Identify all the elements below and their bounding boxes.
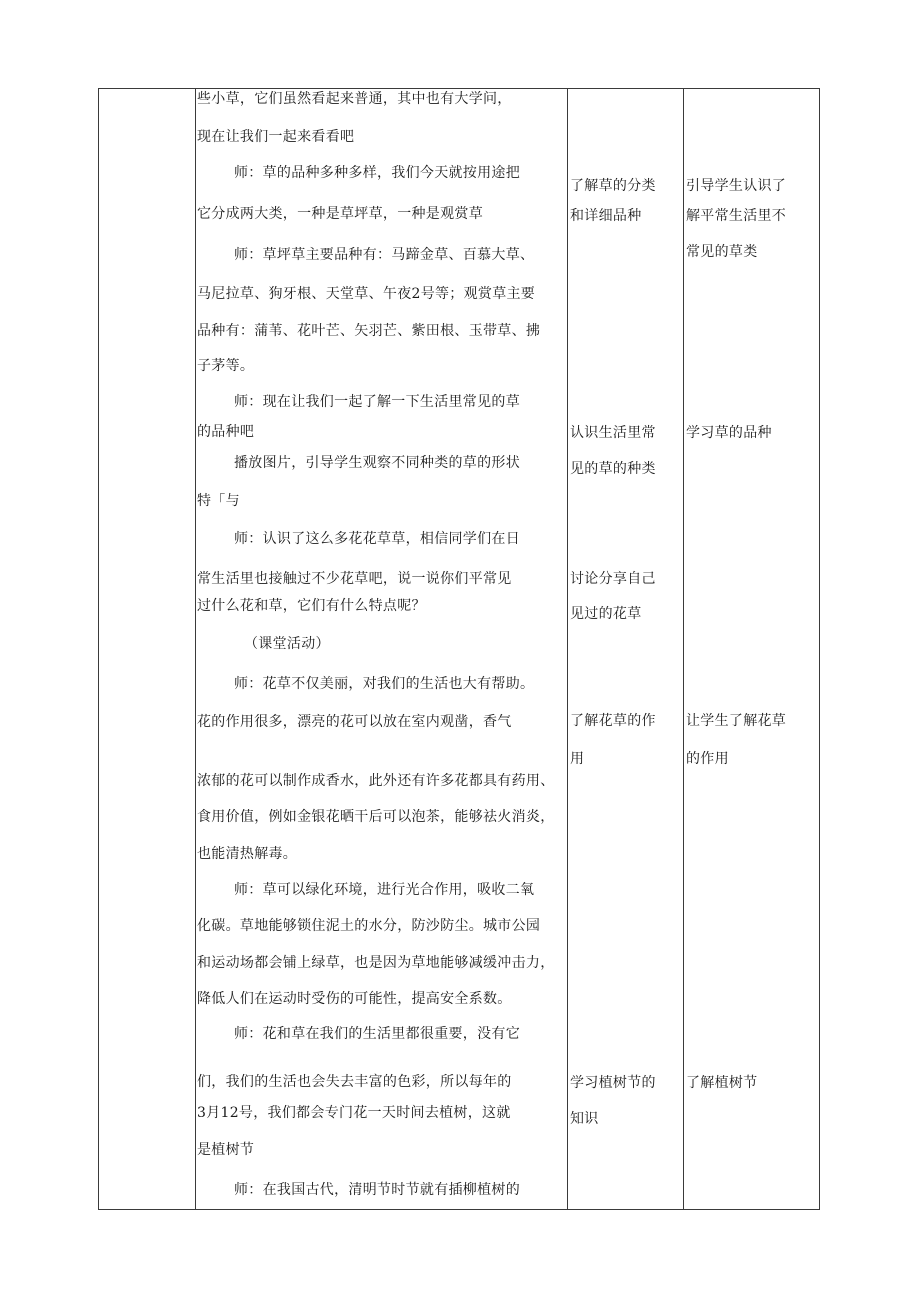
content-line: 特「与 [197,493,240,509]
content-line: 化碳。草地能够锁住泥土的水分，防沙防尘。城市公园 [197,918,541,934]
column-divider [683,89,684,1209]
student-activity-line: 见过的花草 [570,606,642,622]
content-line: 和运动场都会铺上绿草，也是因为草地能够减缓冲击力， [197,955,555,971]
content-line: 些小草，它们虽然看起来普通，其中也有大学问， [197,91,512,107]
content-line: 品种有：蒲苇、花叶芒、矢羽芒、紫田根、玉带草、拂 [197,323,541,339]
content-line: 马尼拉草、狗牙根、天堂草、午夜2号等；观赏草主要 [197,286,536,302]
content-line: 播放图片，引导学生观察不同种类的草的形状 [234,455,520,471]
content-line: 食用价值，例如金银花晒干后可以泡茶，能够祛火消炎， [197,809,555,825]
design-intent-line: 引导学生认识了 [686,178,787,194]
content-line: 常生活里也接触过不少花草吧，说一说你们平常见 [197,571,512,587]
student-activity-line: 学习植树节的 [570,1075,656,1091]
student-activity-line: 知识 [570,1111,599,1127]
content-line: 的品种吧 [197,424,255,440]
content-line: 师：花草不仅美丽，对我们的生活也大有帮助。 [234,676,535,692]
design-intent-line: 的作用 [686,751,729,767]
design-intent-line: 学习草的品种 [686,425,772,441]
design-intent-line: 常见的草类 [686,244,758,260]
content-line: 师：花和草在我们的生活里都很重要，没有它 [234,1026,520,1042]
content-line: 师：草坪草主要品种有：马蹄金草、百慕大草、 [234,247,535,263]
content-line: 花的作用很多，漂亮的花可以放在室内观凿，香气 [197,714,512,730]
content-line: 3月12号，我们都会专门花一天时间去植树，这就 [197,1105,511,1121]
content-line: 子茅等。 [197,358,255,374]
content-line: 现在让我们一起来看看吧 [197,129,355,145]
content-line: 是植树节 [197,1142,255,1158]
student-activity-line: 用 [570,751,585,767]
design-intent-line: 解平常生活里不 [686,208,787,224]
student-activity-line: 了解草的分类 [570,178,656,194]
content-line: 师：草的品种多种多样，我们今天就按用途把 [234,165,520,181]
student-activity-line: 和详细品种 [570,208,642,224]
content-line: 师：现在让我们一起了解一下生活里常见的草 [234,394,520,410]
content-line: 师：草可以绿化环境，进行光合作用，吸收二氧 [234,882,535,898]
student-activity-line: 见的草的种类 [570,461,656,477]
content-line: 师：在我国古代，清明节时节就有插柳植树的 [234,1182,520,1198]
column-divider [195,89,196,1209]
design-intent-line: 让学生了解花草 [686,713,787,729]
content-line: 它分成两大类，一种是草坪草，一种是观赏草 [197,206,483,222]
content-line: （课堂活动） [244,636,330,652]
student-activity-line: 讨论分享自己 [570,571,656,587]
content-line: 降低人们在运动时受伤的可能性，提高安全系数。 [197,991,512,1007]
content-line: 师：认识了这么多花花草草，相信同学们在日 [234,531,520,547]
student-activity-line: 认识生活里常 [570,425,656,441]
content-line: 过什么花和草，它们有什么特点呢？ [197,598,426,614]
content-line: 们，我们的生活也会失去丰富的色彩，所以每年的 [197,1074,512,1090]
student-activity-line: 了解花草的作 [570,713,656,729]
design-intent-line: 了解植树节 [686,1075,758,1091]
content-line: 浓郁的花可以制作成香水，此外还有许多花都具有药用、 [197,773,555,789]
content-line: 也能清热解毒。 [197,846,298,862]
column-divider [567,89,568,1209]
